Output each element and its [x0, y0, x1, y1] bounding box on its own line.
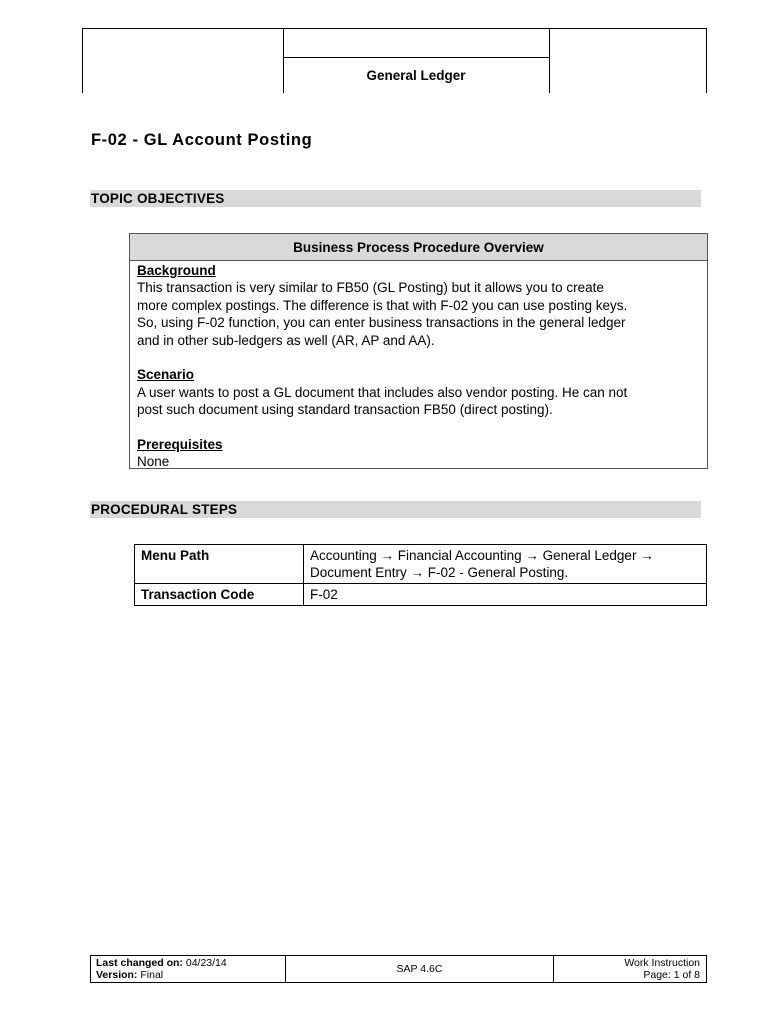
- page-header-table: [82, 28, 707, 93]
- procedural-steps-table: [134, 544, 707, 606]
- transaction-code-label: Transaction Code: [135, 584, 304, 606]
- footer-change-info: [91, 956, 286, 982]
- version-value: Final: [140, 969, 164, 981]
- document-title: F-02 - GL Account Posting: [91, 131, 313, 149]
- header-blank-row: [283, 29, 549, 58]
- process-overview-box: [129, 233, 708, 469]
- background-line: So, using F-02 function, you can enter business transactions in the general ledger: [137, 315, 626, 331]
- menu-path-line: Document Entry → F-02 - General Posting.: [310, 565, 569, 580]
- background-subheading: Background: [137, 263, 216, 278]
- overview-heading: Business Process Procedure Overview: [130, 234, 707, 261]
- footer-page-number: Page: 1 of 8: [643, 969, 700, 981]
- footer-doc-info: [553, 956, 706, 982]
- scenario-line: post such document using standard transaction FB50 (direct posting).: [137, 402, 553, 418]
- section-heading-topic-objectives: TOPIC OBJECTIVES: [90, 190, 701, 207]
- prerequisites-subheading: Prerequisites: [137, 437, 223, 453]
- menu-path-value: [304, 545, 707, 584]
- transaction-code-row: [135, 584, 707, 606]
- footer-doc-type: Work Instruction: [624, 957, 700, 969]
- menu-path-row: [135, 545, 707, 584]
- background-line: more complex postings. The difference is that with F-02 you can use posting keys.: [137, 297, 628, 313]
- header-module-name: General Ledger: [366, 68, 466, 83]
- header-logo-cell: [83, 29, 284, 93]
- menu-path-line: Accounting → Financial Accounting → General Ledger →: [310, 548, 654, 563]
- background-line: and in other sub-ledgers as well (AR, AP and AA).: [137, 332, 435, 348]
- footer-system: SAP 4.6C: [286, 956, 554, 982]
- transaction-code-value: F-02: [304, 584, 707, 606]
- prerequisites-text: None: [137, 454, 170, 470]
- version-label: Version:: [96, 969, 138, 981]
- last-changed-label: Last changed on:: [96, 957, 183, 969]
- page-footer-table: [90, 955, 707, 983]
- section-heading-procedural-steps: PROCEDURAL STEPS: [90, 501, 701, 518]
- menu-path-label: Menu Path: [135, 545, 304, 584]
- scenario-line: A user wants to post a GL document that includes also vendor posting. He can not: [137, 384, 628, 400]
- last-changed-value: 04/23/14: [185, 957, 227, 969]
- header-title-cell: [283, 29, 550, 93]
- overview-body: [130, 261, 707, 471]
- background-line: This transaction is very similar to FB50 (GL Posting) but it allows you to create: [137, 280, 604, 296]
- scenario-subheading: Scenario: [137, 367, 195, 383]
